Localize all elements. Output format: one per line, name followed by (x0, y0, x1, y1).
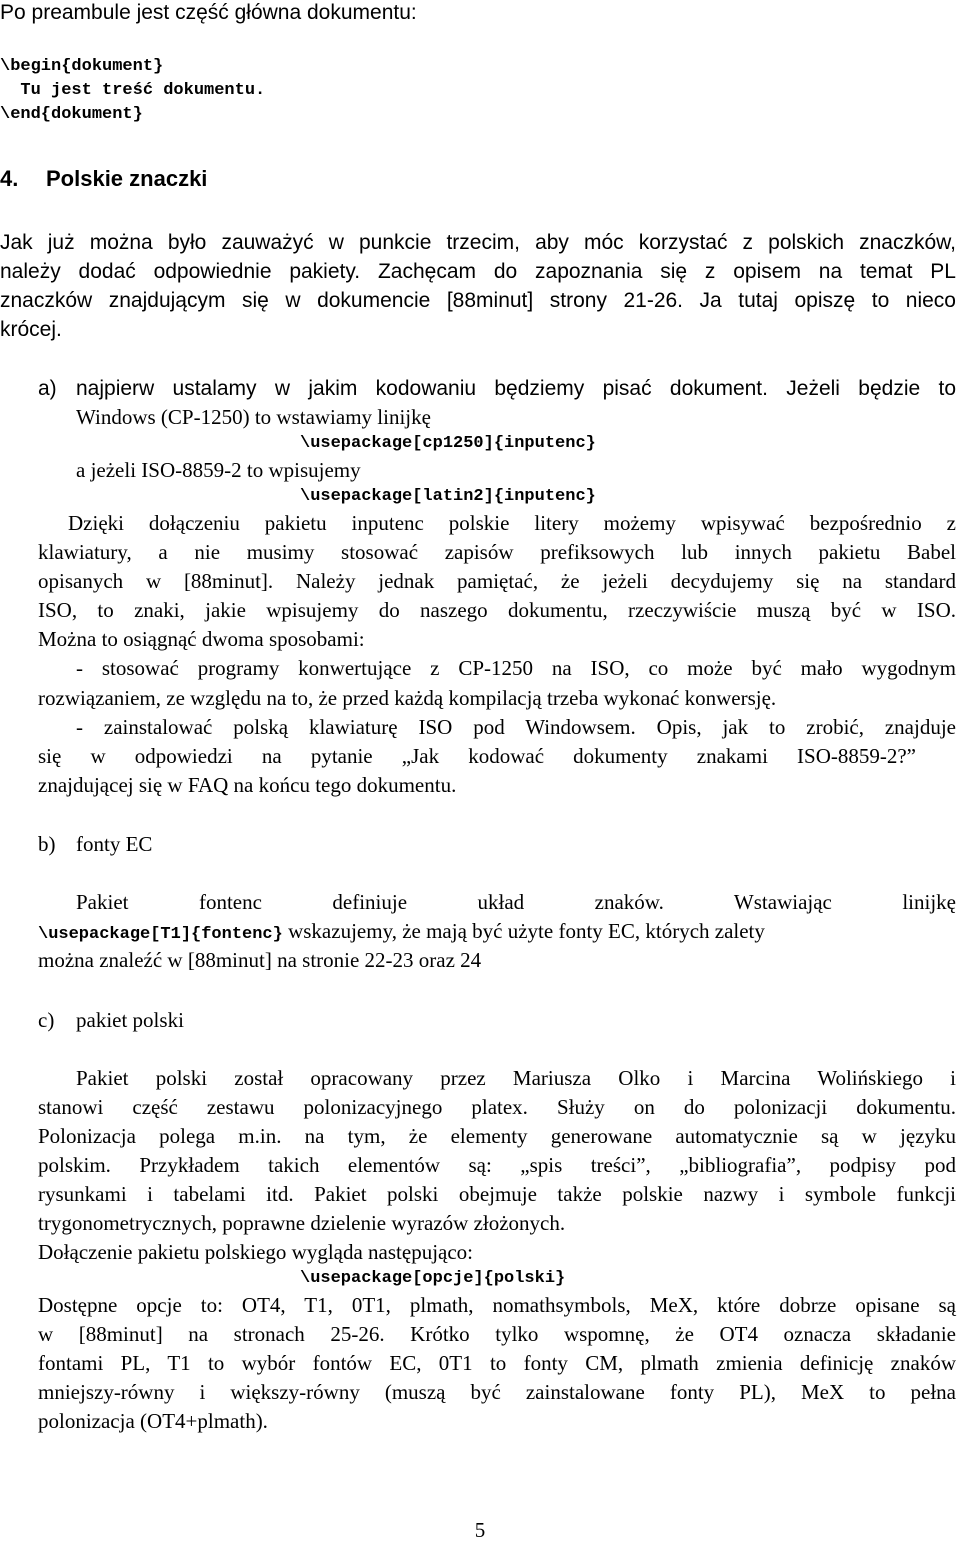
paragraph-line: Dołączenie pakietu polskiego wygląda następująco: (38, 1240, 474, 1264)
code-line: \begin{dokument} (0, 57, 164, 76)
paragraph-line: trygonometrycznych, poprawne dzielenie wyrazów złożonych. (38, 1211, 566, 1235)
list-label-c: c) (38, 1008, 55, 1032)
paragraph-line: Polonizacja polega m.in. na tym, że elementy generowane automatycznie są w języku (38, 1124, 956, 1148)
paragraph-line: rysunkami i tabelami itd. Pakiet polski obejmuje także polskie nazwy i symbole funkcji (38, 1182, 956, 1206)
paragraph-line: krócej. (0, 318, 62, 341)
paragraph-line: Jak już można było zauważyć w punkcie trzecim, aby móc korzystać z polskich znaczków, (0, 231, 956, 254)
paragraph-line: rozwiązaniem, ze względu na to, że przed każdą kompilacją trzeba wykonać konwersję. (38, 686, 777, 710)
paragraph-text: wskazujemy, że mają być użyte fonty EC, których zalety (282, 919, 765, 943)
preamble-intro: Po preambule jest część główna dokumentu: (0, 1, 417, 24)
paragraph-line: się w odpowiedzi na pytanie „Jak kodować dokumenty znakami ISO-8859-2?” (38, 744, 916, 768)
paragraph-line (38, 917, 956, 949)
paragraph-line: opisanych w [88minut]. Należy jednak pamiętać, że jeżeli decydujemy się na standard (38, 569, 956, 593)
paragraph-line: należy dodać odpowiednie pakiety. Zachęcam do zapoznania się z opisem na temat PL (0, 260, 956, 283)
code-inputenc-latin2: \usepackage[latin2]{inputenc} (300, 487, 596, 506)
paragraph-line: - stosować programy konwertujące z CP-1250 na ISO, co może być mało wygodnym (76, 656, 956, 680)
list-title-b: fonty EC (76, 832, 153, 856)
paragraph-line: Pakiet fontenc definiuje układ znaków. Wstawiając linijkę (76, 890, 956, 914)
code-polski: \usepackage[opcje]{polski} (300, 1269, 566, 1288)
paragraph-line: stanowi część zestawu polonizacyjnego platex. Służy on do polonizacji dokumentu. (38, 1095, 956, 1119)
paragraph-line: można znaleźć w [88minut] na stronie 22-23 oraz 24 (38, 948, 482, 972)
paragraph-line: Windows (CP-1250) to wstawiamy linijkę (76, 405, 431, 429)
paragraph-line: - zainstalować polską klawiaturę ISO pod Windowsem. Opis, jak to zrobić, znajduje (76, 715, 956, 739)
page-number: 5 (474, 1518, 486, 1542)
paragraph-line: polskim. Przykładem takich elementów są: „spis treści”, „bibliografia”, podpisy pod (38, 1153, 956, 1177)
paragraph-line: klawiatury, a nie musimy stosować zapisów prefiksowych lub innych pakietu Babel (38, 540, 956, 564)
list-title-c: pakiet polski (76, 1008, 184, 1032)
paragraph-line: znaczków znajdującym się w dokumencie [88minut] strony 21-26. Ja tutaj opiszę to nieco (0, 289, 956, 312)
paragraph-line: ISO, to znaki, jakie wpisujemy do naszego dokumentu, rzeczywiście muszą być w ISO. (38, 598, 956, 622)
paragraph-line: polonizacja (OT4+plmath). (38, 1409, 268, 1433)
code-line: Tu jest treść dokumentu. (0, 81, 266, 100)
paragraph-line: Dzięki dołączeniu pakietu inputenc polskie litery możemy wpisywać bezpośrednio z (68, 511, 956, 535)
section-number: 4. (0, 166, 19, 191)
list-label-a: a) (38, 377, 57, 400)
section-title: Polskie znaczki (46, 166, 208, 191)
paragraph-line: mniejszy-równy i większy-równy (muszą być zainstalowane fonty PL), MeX to pełna (38, 1380, 956, 1404)
code-fontenc: \usepackage[T1]{fontenc} (38, 925, 283, 944)
code-inputenc-cp1250: \usepackage[cp1250]{inputenc} (300, 434, 596, 453)
paragraph-line: Pakiet polski został opracowany przez Mariusza Olko i Marcina Wolińskiego i (76, 1066, 956, 1090)
paragraph-line: fontami PL, T1 to wybór fontów EC, 0T1 to fonty CM, plmath zmienia definicję znaków (38, 1351, 956, 1375)
list-label-b: b) (38, 832, 56, 856)
paragraph-line: a jeżeli ISO-8859-2 to wpisujemy (76, 458, 361, 482)
paragraph-line: najpierw ustalamy w jakim kodowaniu będziemy pisać dokument. Jeżeli będzie to (76, 377, 956, 400)
paragraph-line: znajdującej się w FAQ na końcu tego dokumentu. (38, 773, 457, 797)
paragraph-line: w [88minut] na stronach 25-26. Krótko tylko wspomnę, że OT4 oznacza składanie (38, 1322, 956, 1346)
code-line: \end{dokument} (0, 105, 143, 124)
paragraph-line: Dostępne opcje to: OT4, T1, 0T1, plmath, nomathsymbols, MeX, które dobrze opisane są (38, 1293, 956, 1317)
paragraph-line: Można to osiągnąć dwoma sposobami: (38, 627, 365, 651)
